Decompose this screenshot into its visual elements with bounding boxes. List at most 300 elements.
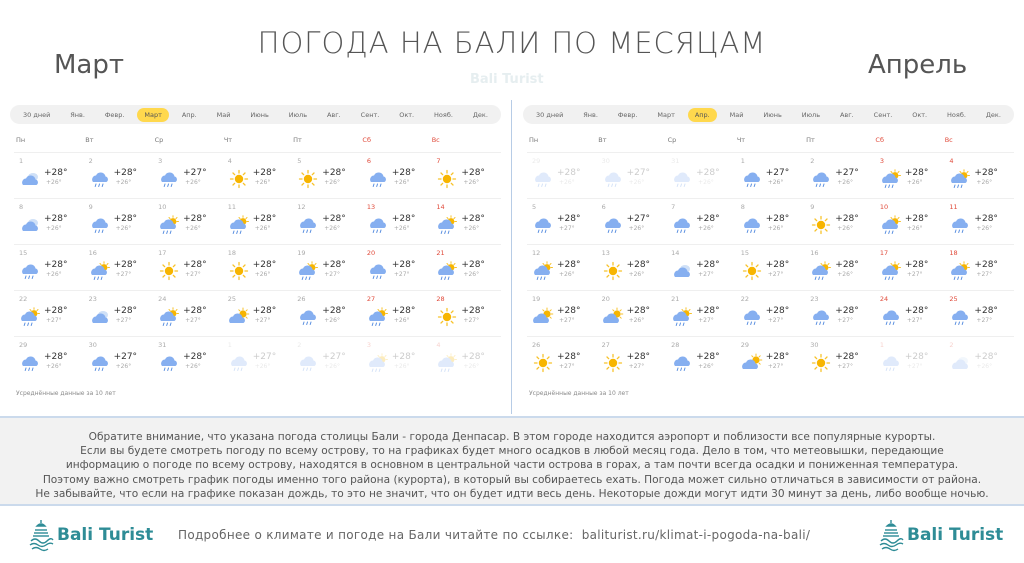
week-row <box>14 336 501 382</box>
sun-cloud-icon <box>228 307 250 327</box>
day-number: 4 <box>949 157 954 165</box>
day-cell[interactable] <box>875 291 945 336</box>
month-tab[interactable]: Авг. <box>839 110 854 119</box>
temp-low: +27° <box>767 271 784 278</box>
rain-icon <box>89 215 111 235</box>
month-tab[interactable]: Апр. <box>181 110 197 119</box>
day-cell[interactable] <box>944 337 1014 382</box>
temp-low: +26° <box>393 363 410 370</box>
rain-icon <box>158 353 180 373</box>
month-tab[interactable]: Янв. <box>70 110 85 119</box>
month-tab[interactable]: Сент. <box>873 110 893 119</box>
month-tab[interactable]: Янв. <box>583 110 598 119</box>
day-cell[interactable] <box>944 153 1014 198</box>
temp-low: +27° <box>976 271 993 278</box>
sun-cloud-rain-icon <box>880 261 902 281</box>
day-cell[interactable] <box>944 199 1014 244</box>
temp-low: +26° <box>115 225 132 232</box>
day-number: 1 <box>227 341 232 349</box>
day-cell[interactable] <box>84 337 154 382</box>
rain-icon <box>880 353 902 373</box>
day-cell[interactable] <box>431 291 501 336</box>
day-number: 7 <box>436 157 441 165</box>
day-number: 28 <box>436 295 445 303</box>
temp-low: +26° <box>767 225 784 232</box>
month-heading-april: Апрель <box>868 50 968 80</box>
temp-low: +27° <box>837 317 853 324</box>
rain-icon <box>532 215 554 235</box>
weekday-label: Вс <box>431 136 440 144</box>
day-number: 2 <box>949 341 954 349</box>
month-tab[interactable]: Май <box>729 110 744 119</box>
footer <box>0 508 1024 563</box>
week-row <box>14 290 501 336</box>
weekday-label: Пн <box>16 136 26 144</box>
temp-low: +26° <box>767 179 784 186</box>
sun-cloud-icon <box>532 307 554 327</box>
day-number: 30 <box>810 341 819 349</box>
day-number: 26 <box>297 295 306 303</box>
temp-low: +27° <box>906 271 923 278</box>
day-cell[interactable] <box>805 199 875 244</box>
temp-high: +27° <box>626 168 651 178</box>
day-cell[interactable] <box>431 245 501 290</box>
day-number: 26 <box>532 341 541 349</box>
page-title: ПОГОДА НА БАЛИ ПО МЕСЯЦАМ <box>257 26 767 60</box>
day-number: 12 <box>532 249 541 257</box>
sun-icon <box>158 261 180 281</box>
day-cell[interactable] <box>805 291 875 336</box>
weekday-label: Сб <box>362 136 371 144</box>
temp-low: +26° <box>46 179 62 186</box>
day-number: 30 <box>601 157 610 165</box>
sun-cloud-rain-icon <box>436 353 458 373</box>
day-number: 23 <box>810 295 819 303</box>
sun-icon <box>297 169 319 189</box>
rain-icon <box>367 261 389 281</box>
sun-icon <box>532 353 554 373</box>
rain-icon <box>532 169 554 189</box>
rain-icon <box>949 307 971 327</box>
day-cell[interactable] <box>736 245 806 290</box>
temp-high: +28° <box>557 168 581 178</box>
weekday-label: Пт <box>293 136 302 144</box>
temp-low: +26° <box>46 271 62 278</box>
day-cell[interactable] <box>666 153 736 198</box>
day-number: 6 <box>601 203 606 211</box>
month-tab[interactable]: Июнь <box>763 110 782 119</box>
temp-low: +27° <box>115 271 132 278</box>
temp-low: +27° <box>906 363 923 370</box>
month-tab[interactable]: Окт. <box>912 110 928 119</box>
temp-high: +28° <box>44 168 68 178</box>
weekday-label: Ср <box>667 136 677 144</box>
day-cell[interactable] <box>292 245 362 290</box>
temp-high: +28° <box>835 352 859 362</box>
rain-icon <box>741 169 763 189</box>
day-cell[interactable] <box>736 291 806 336</box>
temp-high: +28° <box>626 352 651 362</box>
month-tab[interactable]: Нояб. <box>947 110 966 119</box>
temp-low: +27° <box>906 317 923 324</box>
brand-logo-left[interactable] <box>28 518 153 552</box>
day-cell[interactable] <box>153 337 223 382</box>
day-cell[interactable] <box>944 291 1014 336</box>
temp-high: +28° <box>183 260 207 270</box>
temp-high: +28° <box>765 214 790 224</box>
sun-cloud-rain-icon <box>158 215 180 235</box>
day-cell[interactable] <box>14 291 84 336</box>
day-cell[interactable] <box>527 199 597 244</box>
month-tab[interactable]: Март <box>657 110 675 119</box>
day-number: 9 <box>88 203 93 211</box>
sun-cloud-rain-icon <box>436 261 458 281</box>
month-tab[interactable]: Июль <box>801 110 821 119</box>
temp-low: +26° <box>698 225 714 232</box>
temp-high: +28° <box>113 306 138 316</box>
day-cell[interactable] <box>736 199 806 244</box>
temp-low: +27° <box>767 317 784 324</box>
day-cell[interactable] <box>362 245 432 290</box>
day-number: 13 <box>366 203 376 211</box>
notice-line: информацию о погоде по всему острову, находятся в основном в центральной части острова в горах, а там почти всегда осадки и пониженная температура. <box>65 459 959 472</box>
day-cell[interactable] <box>223 153 293 198</box>
temp-low: +26° <box>698 363 714 370</box>
temp-low: +27° <box>559 317 575 324</box>
temp-high: +28° <box>44 260 68 270</box>
day-number: 1 <box>19 157 24 165</box>
day-cell[interactable] <box>597 337 667 382</box>
weekday-label: Чт <box>736 136 746 144</box>
temp-high: +28° <box>391 306 416 316</box>
month-tab[interactable]: Май <box>216 110 231 119</box>
day-cell[interactable] <box>153 245 223 290</box>
sun-cloud-rain-icon <box>810 261 832 281</box>
day-cell[interactable] <box>153 153 223 198</box>
temp-low: +26° <box>324 179 340 186</box>
temp-low: +27° <box>185 317 201 324</box>
pagoda-wave-icon <box>878 518 904 552</box>
day-number: 19 <box>297 249 306 257</box>
temp-high: +28° <box>835 214 859 224</box>
temp-low: +26° <box>463 271 480 278</box>
day-number: 24 <box>158 295 167 303</box>
rain-icon <box>880 307 902 327</box>
temp-high: +28° <box>44 352 68 362</box>
temp-low: +26° <box>46 363 62 370</box>
day-number: 22 <box>19 295 28 303</box>
day-number: 14 <box>671 249 680 257</box>
day-cell[interactable] <box>875 337 945 382</box>
day-cell[interactable] <box>666 199 736 244</box>
day-cell[interactable] <box>875 245 945 290</box>
day-cell[interactable] <box>84 153 154 198</box>
temp-high: +28° <box>44 214 68 224</box>
temp-high: +28° <box>696 260 720 270</box>
week-row <box>527 152 1014 198</box>
temp-high: +28° <box>696 214 720 224</box>
day-cell[interactable] <box>84 199 154 244</box>
month-tab[interactable]: Март <box>137 108 169 122</box>
notice-line: Обратите внимание, что указана погода столицы Бали - города Денпасар. В этом городе находится аэропорт и поблизости все популярные курорты. <box>88 431 936 443</box>
weekday-label: Вс <box>944 136 953 144</box>
temp-low: +26° <box>976 179 993 186</box>
day-number: 15 <box>740 249 749 257</box>
temp-high: +28° <box>904 168 929 178</box>
day-number: 29 <box>740 341 749 349</box>
day-cell[interactable] <box>736 337 806 382</box>
month-tab[interactable]: Дек. <box>985 110 1001 119</box>
day-number: 29 <box>532 157 541 165</box>
day-number: 20 <box>601 295 610 303</box>
weekday-label: Пт <box>806 136 815 144</box>
sun-cloud-rain-icon <box>880 169 902 189</box>
day-cell[interactable] <box>527 153 597 198</box>
weekday-header <box>529 136 1014 144</box>
day-cell[interactable] <box>597 153 667 198</box>
week-row <box>527 198 1014 244</box>
day-cell[interactable] <box>14 245 84 290</box>
day-number: 21 <box>671 295 680 303</box>
day-cell[interactable] <box>14 199 84 244</box>
sun-cloud-rain-icon <box>158 307 180 327</box>
day-cell[interactable] <box>362 337 432 382</box>
month-tabs <box>10 105 501 124</box>
day-cell[interactable] <box>597 199 667 244</box>
temp-high: +28° <box>252 214 277 224</box>
temp-low: +27° <box>837 363 853 370</box>
temp-high: +28° <box>183 214 207 224</box>
day-number: 6 <box>366 157 371 165</box>
day-cell[interactable] <box>153 291 223 336</box>
rain-icon <box>228 353 250 373</box>
day-cell[interactable] <box>805 245 875 290</box>
month-tab[interactable]: Февр. <box>617 110 638 119</box>
temp-low: +27° <box>976 317 993 324</box>
temp-low: +26° <box>254 179 271 186</box>
month-tab[interactable]: Июль <box>288 110 308 119</box>
day-cell[interactable] <box>362 199 432 244</box>
rain-icon <box>949 215 971 235</box>
day-cell[interactable] <box>431 337 501 382</box>
day-number: 3 <box>879 157 884 165</box>
day-cell[interactable] <box>292 153 362 198</box>
day-cell[interactable] <box>597 291 667 336</box>
sun-icon <box>810 353 832 373</box>
day-cell[interactable] <box>666 337 736 382</box>
weekday-label: Ср <box>154 136 164 144</box>
week-row <box>527 336 1014 382</box>
day-cell[interactable] <box>527 245 597 290</box>
day-cell[interactable] <box>805 337 875 382</box>
month-tab[interactable]: Апр. <box>688 108 717 122</box>
temp-high: +28° <box>322 260 346 270</box>
day-number: 4 <box>227 157 232 165</box>
temp-low: +27° <box>559 363 575 370</box>
day-number: 3 <box>158 157 163 165</box>
day-cell[interactable] <box>292 291 362 336</box>
day-cell[interactable] <box>944 245 1014 290</box>
temp-high: +28° <box>391 260 416 270</box>
temp-high: +28° <box>904 260 929 270</box>
day-cell[interactable] <box>736 153 806 198</box>
day-cell[interactable] <box>84 245 154 290</box>
day-cell[interactable] <box>527 291 597 336</box>
day-number: 5 <box>297 157 302 165</box>
calendar-grid <box>14 152 501 382</box>
rain-icon <box>367 215 389 235</box>
temp-high: +28° <box>696 306 720 316</box>
temp-high: +28° <box>696 352 720 362</box>
day-cell[interactable] <box>431 199 501 244</box>
temp-low: +26° <box>559 271 575 278</box>
temp-high: +28° <box>391 168 416 178</box>
day-cell[interactable] <box>292 337 362 382</box>
day-cell[interactable] <box>223 199 293 244</box>
day-cell[interactable] <box>875 199 945 244</box>
sun-cloud-icon <box>741 353 763 373</box>
brand-name: Bali Turist <box>907 525 1004 545</box>
day-cell[interactable] <box>223 291 293 336</box>
temp-high: +28° <box>44 306 68 316</box>
day-cell[interactable] <box>292 199 362 244</box>
month-tab[interactable]: Нояб. <box>434 110 453 119</box>
temp-high: +28° <box>765 352 790 362</box>
week-row <box>527 244 1014 290</box>
day-cell[interactable] <box>362 153 432 198</box>
temp-high: +28° <box>557 352 581 362</box>
day-number: 21 <box>436 249 445 257</box>
temp-low: +26° <box>324 225 340 232</box>
day-cell[interactable] <box>223 337 293 382</box>
temp-high: +28° <box>391 214 416 224</box>
temp-low: +27° <box>698 271 714 278</box>
temp-high: +28° <box>461 260 485 270</box>
temp-low: +26° <box>393 179 410 186</box>
temp-high: +28° <box>904 306 929 316</box>
day-number: 19 <box>532 295 541 303</box>
day-number: 22 <box>740 295 749 303</box>
day-number: 5 <box>532 203 537 211</box>
cloudy-icon <box>89 307 111 327</box>
temp-high: +28° <box>322 168 346 178</box>
sun-icon <box>436 169 458 189</box>
day-number: 2 <box>88 157 93 165</box>
temp-low: +26° <box>976 225 993 232</box>
day-number: 31 <box>158 341 167 349</box>
month-tab[interactable]: 30 дней <box>536 110 564 119</box>
day-cell[interactable] <box>597 245 667 290</box>
day-cell[interactable] <box>666 291 736 336</box>
day-cell[interactable] <box>431 153 501 198</box>
day-number: 24 <box>879 295 889 303</box>
brand-name: Bali Turist <box>57 525 154 545</box>
temp-high: +28° <box>835 260 859 270</box>
rain-icon <box>671 215 693 235</box>
day-cell[interactable] <box>527 337 597 382</box>
rain-icon <box>297 307 319 327</box>
month-tabs <box>523 105 1014 124</box>
day-cell[interactable] <box>14 337 84 382</box>
temp-low: +26° <box>463 225 480 232</box>
watermark-logo: Bali Turist <box>470 72 544 87</box>
temp-high: +28° <box>322 306 346 316</box>
temp-high: +28° <box>252 168 277 178</box>
week-row <box>14 152 501 198</box>
temp-low: +27° <box>324 271 340 278</box>
temp-high: +27° <box>765 168 790 178</box>
temp-high: +28° <box>974 260 998 270</box>
temp-low: +27° <box>559 225 575 232</box>
sun-icon <box>741 261 763 281</box>
day-cell[interactable] <box>223 245 293 290</box>
day-number: 1 <box>740 157 745 165</box>
temp-low: +26° <box>254 225 271 232</box>
temp-low: +26° <box>185 225 201 232</box>
month-tab[interactable]: Окт. <box>399 110 415 119</box>
day-cell[interactable] <box>875 153 945 198</box>
temp-low: +26° <box>254 271 271 278</box>
sun-cloud-rain-icon <box>671 307 693 327</box>
temp-low: +26° <box>906 179 923 186</box>
day-cell[interactable] <box>14 153 84 198</box>
temp-low: +26° <box>324 363 340 370</box>
temp-low: +26° <box>906 225 923 232</box>
brand-logo-right[interactable] <box>878 518 1003 552</box>
temp-low: +27° <box>115 317 132 324</box>
sun-cloud-rain-icon <box>532 261 554 281</box>
temp-low: +26° <box>837 271 853 278</box>
temp-high: +28° <box>626 306 651 316</box>
day-number: 28 <box>671 341 680 349</box>
month-tab[interactable]: Авг. <box>326 110 341 119</box>
temp-low: +27° <box>767 363 784 370</box>
sun-cloud-rain-icon <box>228 215 250 235</box>
month-tab[interactable]: Сент. <box>360 110 380 119</box>
day-number: 20 <box>366 249 376 257</box>
average-data-note: Усреднённые данные за 10 лет <box>529 390 629 397</box>
temp-low: +27° <box>698 317 714 324</box>
rain-icon <box>671 353 693 373</box>
notice-line: Если вы будете смотреть погоду по всему острову, то на графиках будет много осадков в любой месяц года. Дело в том, что метеовышки, передающие <box>80 445 944 458</box>
weekday-label: Вт <box>598 136 607 144</box>
day-cell[interactable] <box>666 245 736 290</box>
month-tab[interactable]: Февр. <box>104 110 125 119</box>
day-cell[interactable] <box>84 291 154 336</box>
sun-icon <box>228 169 250 189</box>
rain-icon <box>671 169 693 189</box>
temp-high: +28° <box>974 306 998 316</box>
day-cell[interactable] <box>805 153 875 198</box>
month-tab[interactable]: 30 дней <box>23 110 51 119</box>
month-tab[interactable]: Дек. <box>472 110 488 119</box>
sun-cloud-rain-icon <box>89 261 111 281</box>
notice-line: Не забывайте, что если на графике показан дождь, то это не значит, что он будет идти весь день. Некоторые дожди могут идти 30 минут за день, либо вообще ночью. <box>35 487 989 500</box>
climate-link[interactable]: baliturist.ru/klimat-i-pogoda-na-bali/ <box>581 528 811 542</box>
day-number: 30 <box>88 341 97 349</box>
temp-high: +28° <box>461 168 485 178</box>
day-number: 18 <box>227 249 236 257</box>
temp-high: +27° <box>252 352 277 362</box>
month-tab[interactable]: Июнь <box>250 110 269 119</box>
temp-high: +27° <box>322 352 346 362</box>
temp-low: +26° <box>254 363 271 370</box>
temp-low: +26° <box>115 179 132 186</box>
temp-low: +26° <box>393 225 410 232</box>
day-cell[interactable] <box>153 199 223 244</box>
day-cell[interactable] <box>362 291 432 336</box>
day-number: 16 <box>810 249 819 257</box>
